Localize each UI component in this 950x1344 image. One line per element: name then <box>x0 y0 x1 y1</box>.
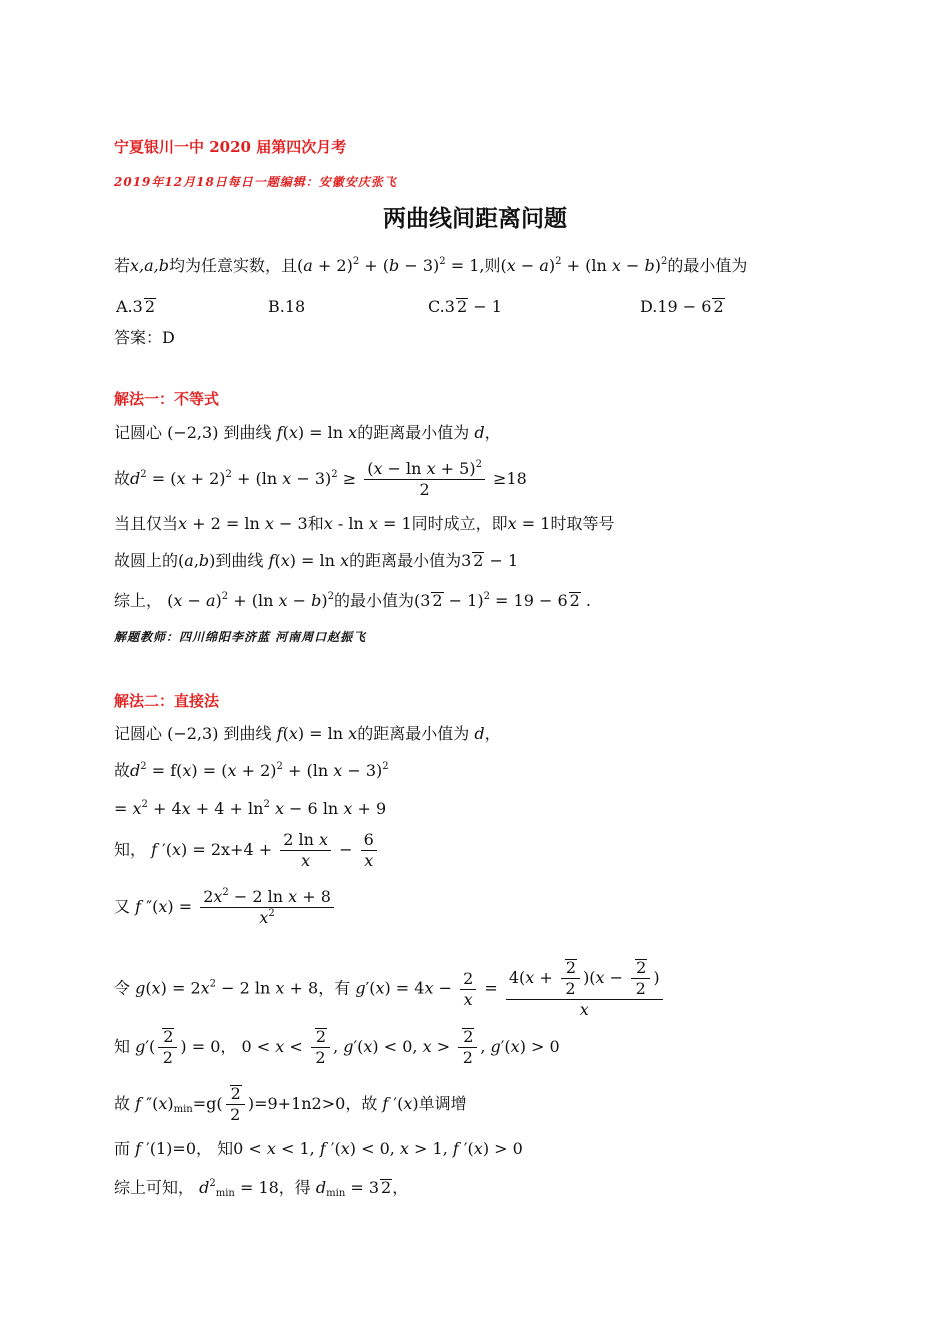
m2-text: ， <box>392 1178 409 1197</box>
fraction: 4(x + $\frac{2}{2}$ )(x − $\frac{2}{2}$ ) x <box>506 958 663 1020</box>
m2-text: ， <box>484 724 501 743</box>
m1-text: 当且仅当 <box>114 514 179 533</box>
fraction: $\frac{(x - \ln x + 5)^2}{2}$ <box>364 459 485 500</box>
m1-text: 记圆心 <box>114 423 163 442</box>
option-a: A.3 2 <box>116 297 156 316</box>
method1-line4: 故圆上的(a,b)到曲线 f(x) = ln x的距离最小值为3 2 − 1 <box>114 551 519 570</box>
m2-text: 令 <box>114 978 131 998</box>
m2-text: 记圆心 <box>114 724 163 743</box>
m1-text: 到曲线 <box>223 423 272 442</box>
method2-line5: 又 f ″(x) = $\frac{2x^2 - 2 \ln x + 8}{x^2}$ <box>114 887 337 928</box>
m1-text: 同时成立，即 <box>411 514 508 533</box>
problem-vars: x,a,b <box>130 256 169 275</box>
method2-line8: 故 f $''(x)_{min}=g$( $\frac{2}{2}$ )=9+1n2>0，故 f ′(x)单调增 <box>114 1084 467 1124</box>
m2-text: 而 <box>114 1139 131 1158</box>
method1-line2: 故$d^2 = (x + 2)^2 + (\ln$ x − 3)$^2$ ≥ $\frac{(x - \ln x + 5)^2}{2}$ ≥18 <box>114 459 527 499</box>
m2-text: 故 <box>114 1094 131 1113</box>
m2-text: 综上可知， <box>114 1178 195 1197</box>
m2-text: 单调增 <box>418 1094 467 1113</box>
m1-text: 和 <box>307 514 324 533</box>
problem-text-4: 的最小值为 <box>667 256 748 275</box>
teacher-line: 解题教师：四川绵阳李济蓝 河南周口赵振飞 <box>114 630 367 644</box>
method1-line5: 综上， $(x - a)^2 + (\ln$ x − b)$^2$的最小值为(3 2 − 1)$^2$ = 19 − 6 2 . <box>114 591 591 610</box>
page-title: 两曲线间距离问题 <box>383 205 567 232</box>
source-line: 宁夏银川一中 2020 届第四次月考 <box>114 138 347 156</box>
answer-line: 答案：D <box>114 328 175 347</box>
method2-line1: 记圆心 (−2,3) 到曲线 f(x) = ln x的距离最小值为 d， <box>114 724 501 743</box>
m2-text: ，得 <box>278 1178 311 1197</box>
problem-text-3: ,则 <box>479 256 501 275</box>
method1-line1: 记圆心 (−2,3) 到曲线 f(x) = ln x的距离最小值为 d， <box>114 423 501 442</box>
option-d: D.19 − 6 2 <box>640 297 724 316</box>
m1-text: 时取等号 <box>550 514 615 533</box>
method2-line9: 而 f ′(1)=0， 知0 < x < 1, f ′(x) < 0, x > 1, f ′(x) > 0 <box>114 1139 523 1158</box>
m2-text: 知， <box>114 840 147 859</box>
m1-text: 故 <box>114 469 131 488</box>
method2-line2: 故$d^2 = f(x) = (x + 2)^2 + (\ln$ x − 3)$^2$ <box>114 761 389 780</box>
editor-line: 2019年12月18日每日一题编辑：安徽安庆张飞 <box>114 175 397 189</box>
m2-text: ，有 <box>318 978 351 998</box>
method2-line10: 综上可知， $d^2_{min} = 18$，得 $d_{min} = 3$ 2， <box>114 1178 409 1199</box>
m1-text: 故圆上的 <box>114 551 179 570</box>
m2-text: 到曲线 <box>223 724 272 743</box>
fraction: $\frac{2}{x}$ <box>460 969 476 1010</box>
option-b: B.18 <box>268 297 306 316</box>
m2-text: 故 <box>114 761 131 780</box>
m2-text: ， 知 <box>196 1139 234 1158</box>
m2-text: 又 <box>114 897 131 916</box>
m2-text: ，故 <box>345 1094 378 1113</box>
option-c: C.3 2 − 1 <box>428 297 502 316</box>
method2-line6: 令 $g(x) = 2x^2 - 2$ ln x + 8，有 g′(x) = 4x − $\frac{2}{x}$ = 4(x + $\frac{2}{2}$ )(x − $\frac{2}{2}$ ) x <box>114 958 666 1020</box>
m1-text: 综上， <box>114 591 163 610</box>
m2-text: 知 <box>114 1037 131 1056</box>
m1-text: ， <box>484 423 501 442</box>
m2-text: 的距离最小值为 <box>357 724 470 743</box>
problem-text-1: 若 <box>114 256 131 275</box>
fraction: $\frac{2x^2 - 2 \ln x + 8}{x^2}$ <box>200 887 334 928</box>
method1-line3: 当且仅当x + 2 = ln x − 3和x - ln x = 1同时成立，即x = 1时取等号 <box>114 514 615 533</box>
method2-line3: = $x^2 + 4x + 4 + \ln^2 x - 6$ ln x + 9 <box>114 799 387 818</box>
method2-heading: 解法二：直接法 <box>114 692 220 710</box>
m1-text: 的最小值为 <box>333 591 414 610</box>
fraction: $\frac{\text{2 ln x}}{x}$ <box>280 830 331 871</box>
method2-line7: 知 g′( $\frac{2}{2}$ ) = 0， 0 < x < $\frac{2}{2}$ , g′(x) < 0, x > $\frac{2}{2}$ , g′(x) > 0 <box>114 1027 560 1067</box>
fraction: $\frac{6}{x}$ <box>361 830 377 871</box>
m1-text: 的距离最小值为 <box>357 423 470 442</box>
m1-text: 到曲线 <box>215 551 264 570</box>
m2-text: ， <box>220 1037 237 1056</box>
problem-statement: 若x,a,b均为任意实数，且$(a + 2)^2 + (b - 3)^2 = 1$,则$(x - a)^2 + (\ln$ x − b)$^2$的最小值为 <box>114 256 748 275</box>
method1-heading: 解法一：不等式 <box>114 390 220 408</box>
problem-text-2: 均为任意实数，且 <box>169 256 298 275</box>
m1-text: 的距离最小值为 <box>349 551 462 570</box>
method2-line4: 知， f ′(x) = 2x+4 + $\frac{\text{2 ln x}}{x}$ − $\frac{6}{x}$ <box>114 830 380 871</box>
